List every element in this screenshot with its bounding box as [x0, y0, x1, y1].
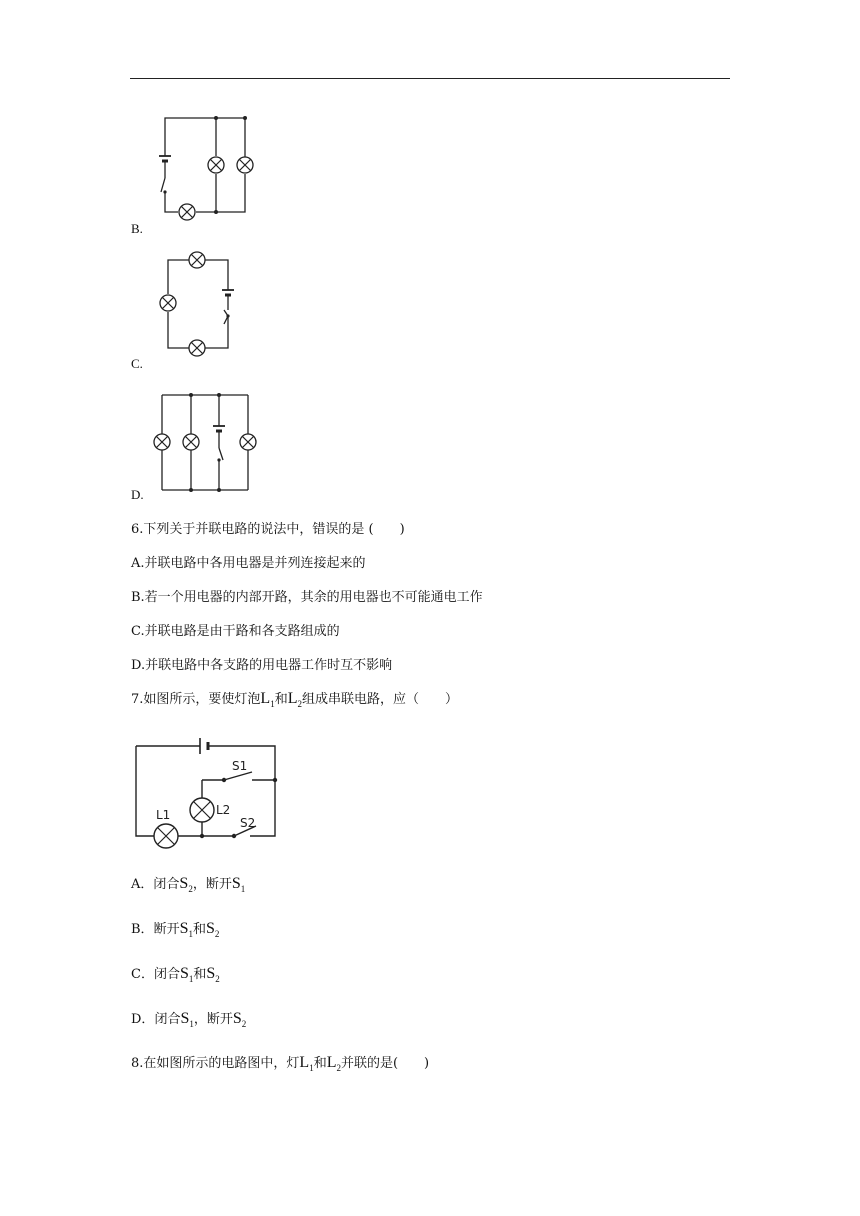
q8-stem-and: 和 — [313, 1056, 327, 1071]
s-symbol: S — [180, 1010, 190, 1027]
l2-symbol: L — [326, 1054, 337, 1071]
q6-option-b: B.若一个用电器的内部开路，其余的用电器也不可能通电工作 — [131, 590, 483, 605]
q8-stem-pre: 8.在如图所示的电路图中，灯 — [131, 1056, 300, 1071]
l1-symbol: L — [299, 1054, 310, 1071]
q7-c-and: 和 — [193, 967, 207, 982]
q7-option-a — [131, 873, 245, 893]
q7-stem — [131, 688, 458, 708]
l2-subscript: 2 — [336, 1063, 341, 1073]
q6-option-a: A.并联电路中各用电器是并列连接起来的 — [131, 556, 366, 571]
s-subscript: 2 — [215, 974, 220, 984]
s-subscript: 2 — [188, 884, 193, 894]
l1-symbol: L — [260, 690, 271, 707]
q8-stem-post: 并联的是( ) — [340, 1056, 430, 1071]
q7-d-close: 闭合 — [154, 1012, 181, 1027]
q7-b-and: 和 — [192, 922, 206, 937]
q7-stem-pre: 7.如图所示，要使灯泡 — [131, 692, 261, 707]
circuit-figure-c — [150, 252, 240, 357]
q7-stem-and: 和 — [274, 692, 288, 707]
q7-d-letter: D． — [131, 1012, 155, 1027]
q6-stem: 6.下列关于并联电路的说法中，错误的是 ( ) — [131, 522, 405, 537]
s-subscript: 1 — [189, 1019, 194, 1029]
s-subscript: 1 — [188, 929, 193, 939]
s-subscript: 2 — [214, 929, 220, 939]
s2-figure-label: S2 — [240, 816, 256, 830]
s-symbol: S — [179, 875, 189, 892]
header-rule — [130, 78, 730, 79]
s-symbol: S — [179, 920, 189, 937]
s-symbol: S — [206, 965, 216, 982]
option-b-label: B. — [131, 221, 143, 236]
l2-figure-label: L2 — [216, 803, 231, 817]
q7-option-b — [131, 918, 219, 938]
option-d-label: D. — [131, 487, 144, 502]
option-c-label: C. — [131, 356, 143, 371]
l1-figure-label: L1 — [156, 808, 171, 822]
q7-d-sep: ，断开 — [193, 1012, 233, 1027]
s-symbol: S — [206, 920, 215, 937]
q7-option-c — [131, 963, 220, 983]
q7-b-open: 断开 — [153, 922, 180, 937]
s-subscript: 1 — [188, 974, 194, 984]
q7-a-close: 闭合 — [153, 877, 180, 892]
circuit-figure-b — [150, 112, 260, 222]
s-symbol: S — [179, 965, 189, 982]
q7-circuit-figure — [132, 734, 282, 854]
q7-a-letter: A． — [131, 877, 154, 892]
q6-option-c: C.并联电路是由干路和各支路组成的 — [131, 624, 340, 639]
q7-c-close: 闭合 — [153, 967, 180, 982]
q7-option-d — [131, 1008, 246, 1028]
q7-stem-post: 组成串联电路，应（ ） — [301, 692, 458, 707]
q8-stem — [131, 1052, 429, 1072]
s-symbol: S — [231, 875, 241, 892]
q7-c-letter: C． — [131, 967, 154, 982]
l2-symbol: L — [287, 690, 298, 707]
l1-subscript: 1 — [270, 699, 275, 709]
q6-option-d: D.并联电路中各支路的用电器工作时互不影响 — [131, 658, 393, 673]
q7-a-sep: ，断开 — [192, 877, 232, 892]
s-subscript: 1 — [240, 884, 246, 894]
q7-b-letter: B． — [131, 922, 154, 937]
l2-subscript: 2 — [297, 699, 302, 709]
circuit-figure-d — [152, 390, 257, 495]
l1-subscript: 1 — [309, 1063, 314, 1073]
s-symbol: S — [232, 1010, 242, 1027]
s-subscript: 2 — [241, 1019, 247, 1029]
s1-figure-label: S1 — [232, 759, 248, 773]
